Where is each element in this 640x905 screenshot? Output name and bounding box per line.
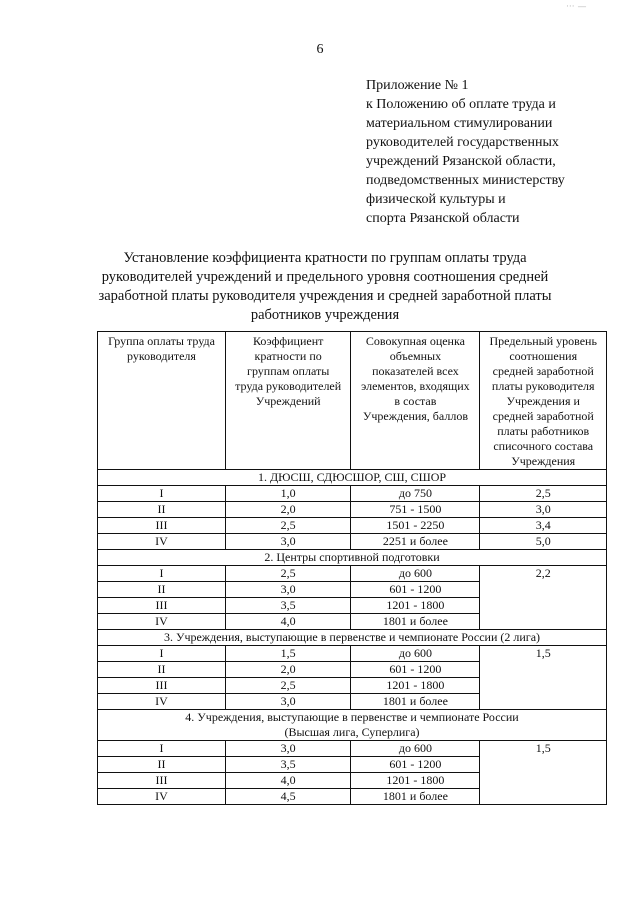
cell-group: IV (98, 694, 226, 710)
cell-score: 2251 и более (351, 534, 480, 550)
cell-limit: 5,0 (480, 534, 607, 550)
cell-coefficient: 2,5 (225, 566, 350, 582)
section-title: 2. Центры спортивной подготовки (98, 550, 607, 566)
cell-coefficient: 2,0 (225, 662, 350, 678)
title-line: работников учреждения (250, 307, 400, 323)
header-cell-score (351, 332, 480, 470)
cell-coefficient: 3,5 (225, 598, 350, 614)
cell-limit: 3,4 (480, 518, 607, 534)
cell-group: III (98, 598, 226, 614)
appendix-line: подведомственных министерству (366, 173, 565, 188)
appendix-line: руководителей государственных (366, 135, 559, 150)
cell-group: III (98, 773, 226, 789)
header-line: Коэффициент (252, 334, 324, 348)
title-line: руководителей учреждений и предельного уровня соотношения средней (101, 269, 549, 285)
cell-score: 1501 - 2250 (351, 518, 480, 534)
cell-coefficient: 4,0 (225, 614, 350, 630)
cell-group: III (98, 678, 226, 694)
section-row (98, 630, 607, 646)
header-line: объемных (389, 349, 442, 363)
table-row (98, 566, 607, 582)
header-line: Предельный уровень (489, 334, 597, 348)
section-row (98, 710, 607, 741)
cell-group: III (98, 518, 226, 534)
cell-score: 1201 - 1800 (351, 678, 480, 694)
table-row (98, 502, 607, 518)
appendix-line: учреждений Рязанской области, (366, 154, 556, 169)
cell-limit: 2,5 (480, 486, 607, 502)
table-header-row (98, 332, 607, 470)
header-line: показателей всех (372, 364, 459, 378)
cell-coefficient: 2,0 (225, 502, 350, 518)
cell-limit-merged: 1,5 (480, 741, 607, 805)
section-title: 3. Учреждения, выступающие в первенстве и чемпионате России (2 лига) (98, 630, 607, 646)
table-row (98, 741, 607, 757)
corner-scan-mark: ··· — (566, 2, 587, 12)
table-row (98, 518, 607, 534)
cell-score: 601 - 1200 (351, 582, 480, 598)
cell-coefficient: 2,5 (225, 678, 350, 694)
header-line: списочного состава (493, 439, 594, 453)
rates-table (97, 331, 607, 805)
cell-group: II (98, 582, 226, 598)
cell-score: 601 - 1200 (351, 757, 480, 773)
cell-limit: 3,0 (480, 502, 607, 518)
header-line: платы руководителя (491, 379, 595, 393)
header-line: Учреждения и (506, 394, 580, 408)
cell-score: 1201 - 1800 (351, 773, 480, 789)
header-cell-group (98, 332, 226, 470)
cell-group: I (98, 646, 226, 662)
section-title-line: 4. Учреждения, выступающие в первенстве и чемпионате России (185, 710, 519, 724)
cell-coefficient: 3,5 (225, 757, 350, 773)
header-line: кратности по (254, 349, 322, 363)
cell-coefficient: 3,0 (225, 741, 350, 757)
page-number: 6 (316, 42, 324, 57)
appendix-line: к Положению об оплате труда и (366, 97, 556, 112)
cell-coefficient: 2,5 (225, 518, 350, 534)
cell-group: II (98, 502, 226, 518)
header-line: соотношения (509, 349, 578, 363)
document-title (90, 249, 560, 325)
appendix-line: спорта Рязанской области (366, 211, 520, 226)
cell-group: II (98, 757, 226, 773)
section-title (98, 710, 607, 741)
cell-group: IV (98, 789, 226, 805)
header-line: средней заработной (492, 409, 594, 423)
header-cell-coefficient (225, 332, 350, 470)
cell-group: I (98, 566, 226, 582)
cell-coefficient: 3,0 (225, 694, 350, 710)
cell-group: I (98, 486, 226, 502)
header-line: Учреждения (511, 454, 576, 468)
cell-coefficient: 3,0 (225, 534, 350, 550)
header-line: элементов, входящих (361, 379, 470, 393)
header-line: группам оплаты (247, 364, 330, 378)
table-row (98, 486, 607, 502)
title-line: заработной платы руководителя учреждения и средней заработной платы (98, 288, 552, 304)
section-row (98, 470, 607, 486)
appendix-line: физической культуры и (366, 192, 506, 207)
header-line: в состав (394, 394, 437, 408)
cell-group: I (98, 741, 226, 757)
header-line: платы работников (497, 424, 590, 438)
cell-score: до 750 (351, 486, 480, 502)
cell-score: 751 - 1500 (351, 502, 480, 518)
cell-group: IV (98, 534, 226, 550)
cell-coefficient: 4,5 (225, 789, 350, 805)
cell-coefficient: 1,5 (225, 646, 350, 662)
cell-coefficient: 1,0 (225, 486, 350, 502)
header-line: средней заработной (492, 364, 594, 378)
cell-score: 1801 и более (351, 789, 480, 805)
cell-coefficient: 3,0 (225, 582, 350, 598)
header-line: Учреждений (255, 394, 321, 408)
cell-coefficient: 4,0 (225, 773, 350, 789)
cell-group: II (98, 662, 226, 678)
cell-limit-merged: 1,5 (480, 646, 607, 710)
section-title: 1. ДЮСШ, СДЮСШОР, СШ, СШОР (98, 470, 607, 486)
table-row (98, 534, 607, 550)
header-cell-limit (480, 332, 607, 470)
section-title-line: (Высшая лига, Суперлига) (284, 725, 420, 739)
section-row (98, 550, 607, 566)
cell-score: до 600 (351, 646, 480, 662)
cell-score: 1201 - 1800 (351, 598, 480, 614)
appendix-line: Приложение № 1 (366, 78, 469, 93)
appendix-header (366, 76, 626, 228)
header-line: Учреждения, баллов (362, 409, 468, 423)
header-line: Группа оплаты труда (108, 334, 215, 348)
header-line: труда руководителей (235, 379, 342, 393)
header-line: руководителя (127, 349, 196, 363)
title-line: Установление коэффициента кратности по группам оплаты труда (123, 250, 527, 266)
cell-score: 601 - 1200 (351, 662, 480, 678)
cell-limit-merged: 2,2 (480, 566, 607, 630)
header-line: Совокупная оценка (365, 334, 465, 348)
cell-score: до 600 (351, 741, 480, 757)
cell-score: до 600 (351, 566, 480, 582)
cell-group: IV (98, 614, 226, 630)
cell-score: 1801 и более (351, 614, 480, 630)
table-row (98, 646, 607, 662)
cell-score: 1801 и более (351, 694, 480, 710)
appendix-line: материальном стимулировании (366, 116, 553, 131)
